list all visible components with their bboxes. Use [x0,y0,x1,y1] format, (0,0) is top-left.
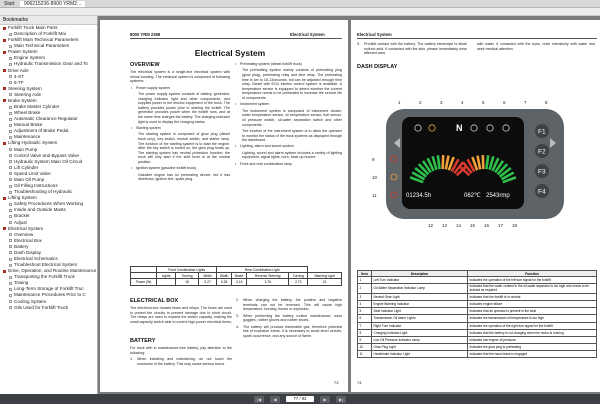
paragraph: • Front and rear combination lamp [234,162,342,167]
table-cell: 6 [358,315,372,322]
table-row [358,284,597,294]
table-cell: Seat Indicator Light [372,308,468,315]
table-row [358,351,597,358]
table-cell: Indicates the glow plug is preheating [468,344,597,351]
table-cell: 8 [358,329,372,336]
table-cell: 7 [358,322,372,329]
bookmark-icon [9,282,12,285]
bookmark-label: Description of Forklift Mai [14,31,66,37]
rpm-readout: 2543rmp [486,193,510,199]
prev-page-button[interactable]: ◀ [270,396,280,403]
callout: 5 [482,100,485,105]
bookmark-label: Main Pump [14,146,38,152]
bookmark-icon [9,172,12,175]
bookmark-label: Oils Used for Forklift Truck [14,304,69,310]
bookmark-icon [9,154,12,157]
column-header: Warning Light [308,273,342,279]
table-cell: Indicates that the water content in the oil-water separator is too high and needs to be drained as required [468,284,597,294]
table-row [358,322,597,329]
bookmark-label: Engine System [14,55,45,61]
bookmark-label: Hydraulic System Main Oil Circuit [14,158,83,164]
bookmark-icon [9,148,12,151]
bookmark-icon [9,294,12,297]
paragraph: Lighting, sound and alarm system includes a variety of lighting equipment, signal lights, horn, back-up buzzer. [242,150,342,160]
bookmark-icon [9,239,12,242]
tab-bar [0,0,600,8]
callout: 15 [470,223,476,228]
bookmark-label: Bracket [14,213,30,219]
callout: 8 [545,100,548,105]
first-page-button[interactable]: |◀ [254,396,264,403]
column-header: Width [199,273,217,279]
function-key-label: F1 [538,128,546,136]
bookmark-icon [3,87,6,90]
bookmark-label: Electrical Schematics [14,255,58,261]
bookmark-label: Wheel Brake [14,110,41,116]
table-cell: 2.73 [289,279,308,285]
bookmark-label: Main Technical Parameters [14,43,70,49]
table-row [358,277,597,284]
function-key-label: F3 [538,168,546,176]
tab-start[interactable]: Start [4,1,15,7]
callout: 17 [498,223,504,228]
column-header: Reverse Steering [247,273,289,279]
paragraph: The starting system is composed of glow plug (diesel truck only), key switch, neutral switch, and starter lamp. The function of the starting system is to start the engine. After the key switch is turned on, the glow plug heats up. The starting system has neutral protection function; the truck will only start if the shift lever is at the neutral position. [138,132,230,164]
callout: 10 [372,175,378,180]
table-cell: 0.27 [199,279,217,285]
left-gauge-segment [438,155,440,169]
bookmark-icon [3,39,6,42]
page-74 [351,20,600,392]
paragraph: Gasoline engine has no preheating device, but it has distributor, ignition line, spark plug. [138,172,230,182]
callout: 16 [484,223,490,228]
column-header: Width [217,273,232,279]
callout: 2 [419,100,422,105]
bookmarks-header: Bookmarks [0,16,97,25]
item-text: When performing the battery routine maintenance, wear goggles, rubber gloves and rubber shoes. [243,313,342,323]
item-text: The battery will produce flammable gas, therefore potential risk of explosion exists. It is necessary to avoid short circuits, spark occurrence, and any source of flame. [243,324,342,338]
table-cell: Indicates the operation of the right turn signal for the forklift [468,322,597,329]
bookmark-label: Manual Brake [14,122,43,128]
page-header-right: Electrical System [290,32,325,37]
bookmark-icon [9,276,12,279]
battery-col-1 [130,346,232,368]
bookmark-label: Forklift Main Technical Parameters [8,37,79,43]
bookmark-label: Adjust [14,219,27,225]
table-cell: Right Turn Indicator [372,322,468,329]
item-text: When installing and maintaining, do not touch the conductor of the battery. This may cause serious burns. [137,356,232,366]
bookmark-label: Drive Axle [8,67,29,73]
bookmark-label: Automatic Clearance Regulator [14,116,78,122]
function-key-label: F4 [538,188,546,196]
bookmark-label: Towing [14,280,29,286]
callout: 11 [372,193,377,198]
header-rule [357,38,597,39]
table-cell: 2.76 [247,279,289,285]
bookmarks-sidebar [0,16,98,394]
page-header-left: Electrical System [357,32,392,37]
bookmark-icon [9,45,12,48]
battery-heading: BATTERY [130,338,156,344]
callout: 4 [461,100,464,105]
bookmark-label: Main Oil Pump [14,176,45,182]
bookmark-label: 4-ST [14,73,24,79]
table-cell: Handbrake Indicator Light [372,351,468,358]
bookmark-label: Brake System [8,97,37,103]
table-cell: 5 [358,308,372,315]
column-header: Item [358,271,372,277]
page-field[interactable]: 77 / 92 [286,396,314,403]
paragraph: The power supply system consists of battery, generator, charging indicator light and other components, and supplies power to the electric equipment of the truck. The battery provides power prior to starting the forklift. The generator provides power when the forklift runs, and at the same time charges the battery. The charging indicator light is used to display the charging status. [138,91,230,124]
table-row [358,300,597,307]
item-number: 5. [357,42,360,46]
column-header: Brake [232,273,247,279]
bookmark-icon [3,99,6,102]
right-gauge-segment [486,155,488,169]
table-cell: Charging Indicator Light [372,329,468,336]
bookmark-icon [3,270,6,273]
dash-display-heading: DASH DISPLAY [357,64,398,70]
table-row [358,336,597,343]
callout: 13 [442,223,448,228]
bookmark-icon [9,245,12,248]
battery-list-1 [130,357,232,366]
bookmark-label: Maintenance Procedures Prior to C [14,292,86,298]
table-cell: 21 [308,279,342,285]
rear-group-header: Rear Combination Light [217,267,308,273]
table-cell: Transmission Oil Alarm Lights [372,315,468,322]
bookmark-label: Electrical System [8,225,44,231]
bookmark-label: Long-Term Storage of Forklift Truc [14,286,84,292]
bookmark-icon [3,51,6,54]
bookmark-label: Speed Limit Valve [14,170,51,176]
col1-list [130,86,230,182]
temp-readout: 062℃ [464,193,481,199]
bookmark-label: Drive, Operation, and Routine Maintenance [8,268,97,274]
table-row [358,308,597,315]
bookmark-label: Adjustment of Brake Pedal [14,128,69,134]
paragraph: The function of the instrument system is to allow the operator to monitor the status of the truck systems as displayed through the dashboard. [242,128,342,143]
page-number: 73 [334,380,339,385]
page-header-left: 8000 YRM 2398 [130,32,161,37]
bookmark-label: Oil Filling Instructions [14,183,58,189]
bookmark-icon [9,33,12,36]
paragraph: The instrument system is composed of instrument cluster, water temperature sensor, oil temperature sensor, fuel sensor, oil pressure switch, oil-water separation switch and other components. [242,108,342,127]
function-key-label: F2 [538,148,546,156]
bookmark-icon [9,306,12,309]
numbered-item [130,357,232,366]
paragraph: • Starting system [130,126,230,131]
table-cell: 3 [358,293,372,300]
table-cell: 10 [358,344,372,351]
bookmark-label: Hydraulic Transmission Gear and To [14,61,88,67]
bookmark-icon [9,81,12,84]
electrical-box-text: The electrical box houses fuses and relays. The fuses are used to protect the circuits to prevent damage due to short circuit. The relays are used to expand the switch capacity, making the small-capacity switch able to control high-power electrical items. [130,306,232,324]
bookmark-icon [9,191,12,194]
function-table [357,270,597,358]
callout: 18 [512,223,518,228]
status-bar [0,394,600,404]
bookmark-icon [9,185,12,188]
paragraph: • Power supply system [130,86,230,91]
overview-column-2 [234,62,342,168]
bookmark-label: Safety Procedures When Working [14,201,84,207]
bookmark-icon [9,221,12,224]
table-row [358,344,597,351]
table-cell: Indicates low engine oil pressure [468,336,597,343]
paragraph: The preheating system mainly consists of preheating plug (glow plug), preheating relay and time relay. The preheating time is set to 16-13seconds, but can be adjusted through time relay. Diesel with ECU electric control system is available. A temperature sensor is equipped to detect whether the current temperature needs to be preheated to increase the service life of components. [242,68,342,100]
table-cell: 2 [358,284,372,294]
bookmark-icon [3,197,6,200]
callout: 12 [428,223,434,228]
bookmark-icon [9,124,12,127]
numbered-item [236,298,342,312]
bookmark-label: Steering Axle [14,91,42,97]
bookmark-label: Brake Master Cylinder [14,104,60,110]
table-cell: Glow Plug Light [372,344,468,351]
bookmark-label: Forklift Truck Main Parts [8,25,58,30]
paragraph: • Lighting, alarm and sound system [234,144,342,149]
battery-list-2 [236,298,342,338]
bookmark-icon [9,215,12,218]
bookmark-icon [3,69,6,72]
column-header: Description [372,271,468,277]
bookmark-tree [0,25,97,311]
bookmark-icon [9,118,12,121]
front-group-header: Front Combination Lights [157,267,217,273]
table-row [358,293,597,300]
table-cell: 11 [358,351,372,358]
tab-document[interactable]: 906215236-8900 YRM2... [20,1,85,7]
next-page-button[interactable]: ▶ [320,396,330,403]
bookmark-label: Electrical Box [14,237,42,243]
dash-display-figure [364,97,586,229]
document-viewer [98,16,600,394]
page-73 [100,20,348,392]
table-cell: Indicates the operation of the left turn signal for the forklift [468,277,597,284]
table-cell: Indicates the transmission oil temperature is too high [468,315,597,322]
numbered-item [236,314,342,323]
column-header: Turning [289,273,308,279]
bookmark-label: Maintenance [14,134,41,140]
bookmark-icon [9,93,12,96]
bookmark-icon [9,160,12,163]
item-number: 4. [236,324,239,329]
bookmark-icon [9,288,12,291]
bookmark-label: Troubleshooting of Hydraulic [14,189,73,195]
table-cell: Engine Warning Indicator [372,300,468,307]
item-number: 2. [236,298,239,302]
bookmark-label: Dash Display [14,249,42,255]
table-cell: 4 [358,300,372,307]
bookmark-label: Lifting Hydraulic System [8,140,58,146]
bookmark-icon [9,233,12,236]
bookmark-icon [3,142,6,145]
table-cell: 9 [358,336,372,343]
callout: 14 [456,223,462,228]
table-cell: 1 [358,277,372,284]
bookmark-icon [9,258,12,261]
bookmark-icon [9,203,12,206]
bookmark-icon [9,178,12,181]
table-cell: Left Turn Indicator [372,277,468,284]
bookmark-icon [9,209,12,212]
table-row [358,329,597,336]
item-number: 1. [130,356,133,361]
table-cell: Indicates engine failure [468,300,597,307]
item-number: 3. [236,313,239,318]
bookmark-label: Battery [14,243,29,249]
bookmark-item[interactable] [0,305,97,311]
item-text: Prohibit contact with the battery. The battery electrolyte is dilute sulfuric acid. If contacted with the skin, please immediately rinse affected area [364,42,467,56]
last-page-button[interactable]: ▶| [336,396,346,403]
bookmark-icon [9,264,12,267]
bookmark-icon [9,251,12,254]
bookmark-icon [3,227,6,230]
callout: 6 [503,100,506,105]
bookmark-icon [9,300,12,303]
bookmark-label: Lift Cylinder [14,164,39,170]
overview-heading: OVERVIEW [130,62,160,68]
bookmark-label: 5-TF [14,79,24,85]
battery-col-2 [236,298,342,340]
bookmark-icon [9,106,12,109]
column-header: Function [468,271,597,277]
bookmark-label: Lifting System [8,195,37,201]
overview-column-1 [130,70,230,184]
bookmark-icon [9,136,12,139]
overview-intro: The electrical system is a single-line electrical system with minus bonding. The electrical system is composed of following systems: [130,70,230,84]
table-cell: 0.28 [217,279,232,285]
table-cell: Indicates that the hand brake is engaged [468,351,597,358]
callout: 3 [440,100,443,105]
bookmark-label: Troubleshoot Electrical System [14,262,78,268]
toolbar [0,8,600,16]
table-cell: 2.16 [232,279,247,285]
item-text: When charging the battery, the positive and negative terminals can not be reversed. This will cause high temperature, burning, fumes or explosion. [243,298,342,312]
bookmark-label: Steering System [8,85,42,91]
electrical-box-heading: ELECTRICAL BOX [130,298,179,304]
battery-intro: For truck with in maintenance-free battery, pay attention to the following: [130,346,232,355]
bookmark-icon [3,27,6,30]
bookmark-label: Control Valve and Bypass Valve [14,152,79,158]
bookmark-icon [9,130,12,133]
lights-table [130,266,342,286]
battery-item-5 [357,42,467,56]
callout: 1 [398,100,401,105]
bookmark-label: Cooling System [14,298,47,304]
bookmark-icon [9,63,12,66]
paragraph: • Instrument system [234,102,342,107]
page-number: 74 [357,380,362,385]
column-header: Turning [175,273,198,279]
table-cell: Neutral Gear Light [372,293,468,300]
table-cell [157,279,176,285]
numbered-item [236,325,342,339]
bookmark-label: Inside and Outside Masts [14,207,66,213]
col2-list [234,62,342,166]
bookmark-label: Overview [14,231,34,237]
paragraph: • Preheating system (diesel forklift truck) [234,62,342,67]
paragraph: • Ignition system (gasoline forklift truck) [130,166,230,171]
callout: 9 [372,157,375,162]
page-title: Electrical System [194,48,266,58]
bookmark-icon [9,57,12,60]
bookmark-label: Transporting the Forklift Truck [14,274,75,280]
table-cell: Oil-Water Separation Indicator Lamp [372,284,468,294]
neutral-gear-icon: N [456,123,463,133]
column-header: Lights [157,273,176,279]
bookmark-icon [9,75,12,78]
table-row [358,315,597,322]
battery-item-5-cont: with water. If contacted with the eyes, rinse intensively with water and seek medical attention. [477,42,595,51]
bookmark-icon [9,166,12,169]
header-rule [130,38,342,39]
table-cell: Indicates that an operator is present in the seat [468,308,597,315]
hour-meter: 01234.5h [406,193,432,199]
table-cell: Indicates that the forklift is in neutral [468,293,597,300]
bookmark-label: Power System [8,49,38,55]
table-cell: Low Oil Pressure Indicator Lamp [372,336,468,343]
table-cell: Indicates that the battery is not charging when the motor is running [468,329,597,336]
callout: 7 [524,100,527,105]
bookmark-icon [9,112,12,115]
row-label: Power (W) [131,279,157,285]
table-cell: 15 [175,279,198,285]
